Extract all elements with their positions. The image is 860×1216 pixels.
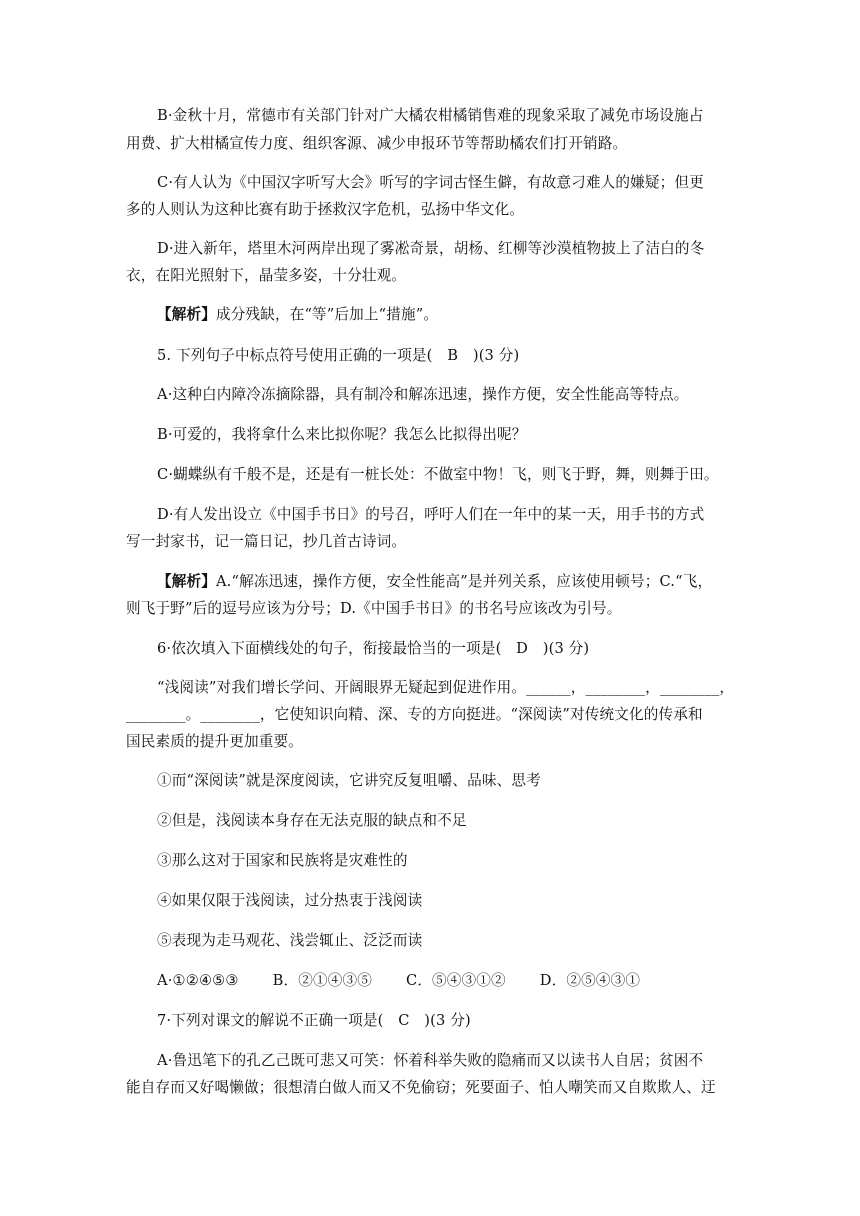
analysis-text: 成分残缺，在“等”后加上“措施”。 xyxy=(215,306,439,323)
q4-option-d-line1: D·进入新年，塔里木河两岸出现了雾凇奇景，胡杨、红柳等沙漠植物披上了洁白的冬 xyxy=(157,240,705,257)
q5-option-c: C·蝴蝶纵有千般不是，还是有一桩长处：不做室中物！飞，则飞于野，舞，则舞于田。 xyxy=(157,466,719,483)
q6-item-4: ④如果仅限于浅阅读，过分热衷于浅阅读 xyxy=(157,892,423,909)
q5-option-b: B·可爱的，我将拿什么来比拟你呢？我怎么比拟得出呢？ xyxy=(157,426,527,443)
q6-stem: 6·依次填入下面横线处的句子，衔接最恰当的一项是( D )(3 分) xyxy=(157,640,590,657)
analysis-tag: 【解析】 xyxy=(157,306,216,323)
q5-option-d-line1: D·有人发出设立《中国手书日》的号召，呼吁人们在一年中的某一天，用手书的方式 xyxy=(157,506,705,523)
q6-item-1: ①而“深阅读”就是深度阅读，它讲究反复咀嚼、品味、思考 xyxy=(157,772,541,789)
analysis-text: A.“解冻迅速，操作方便，安全性能高”是并列关系，应该使用顿号；C.“飞， xyxy=(215,573,713,590)
q6-item-3: ③那么这对于国家和民族将是灾难性的 xyxy=(157,852,408,869)
q4-option-c-line2: 多的人则认为这种比赛有助于拯救汉字危机，弘扬中华文化。 xyxy=(126,201,525,218)
q6-choices xyxy=(157,971,736,991)
q6-passage-line1: “浅阅读”对我们增长学问、开阔眼界无疑起到促进作用。______，________，________， xyxy=(157,679,735,696)
analysis-tag: 【解析】 xyxy=(157,573,216,590)
q6-passage-line3: 国民素质的提升更加重要。 xyxy=(126,733,303,750)
q6-passage-line2: ________。________，它使知识向精、深、专的方向挺进。“深阅读”对传统文化的传承和 xyxy=(126,706,703,723)
q5-option-a: A·这种白内障冷冻摘除器，具有制冷和解冻迅速，操作方便，安全性能高等特点。 xyxy=(157,386,689,403)
q7-option-a-line1: A·鲁迅笔下的孔乙己既可悲又可笑：怀着科举失败的隐痛而又以读书人自居；贫困不 xyxy=(157,1052,704,1069)
q5-analysis-line1 xyxy=(157,572,736,592)
q6-choice-a: A·①②④⑤③ xyxy=(157,972,239,989)
q4-analysis xyxy=(157,305,736,325)
q7-stem: 7·下列对课文的解说不正确一项是( C )(3 分) xyxy=(157,1012,471,1029)
q6-item-2: ②但是，浅阅读本身存在无法克服的缺点和不足 xyxy=(157,812,467,829)
q5-option-d-line2: 写一封家书，记一篇日记，抄几首古诗词。 xyxy=(126,533,407,550)
q4-option-b-line2: 用费、扩大柑橘宣传力度、组织客源、减少申报环节等帮助橘农们打开销路。 xyxy=(126,135,628,152)
q5-analysis-line2: 则飞于野”后的逗号应该为分号；D.《中国手书日》的书名号应该改为引号。 xyxy=(126,600,622,617)
q4-option-d-line2: 衣，在阳光照射下，晶莹多姿，十分壮观。 xyxy=(126,267,407,284)
q4-option-c-line1: C·有人认为《中国汉字听写大会》听写的字词古怪生僻，有故意刁难人的嫌疑；但更 xyxy=(157,174,704,191)
q6-item-5: ⑤表现为走马观花、浅尝辄止、泛泛而读 xyxy=(157,932,423,949)
q4-option-b-line1: B·金秋十月，常德市有关部门针对广大橘农柑橘销售难的现象采取了减免市场设施占 xyxy=(157,107,704,124)
q6-choice-c: C．⑤④③①② xyxy=(406,972,506,989)
q5-stem: 5. 下列句子中标点符号使用正确的一项是( B )(3 分) xyxy=(157,347,520,364)
q7-option-a-line2: 能自存而又好喝懒做；很想清白做人而又不免偷窃；死要面子、怕人嘲笑而又自欺欺人、迂 xyxy=(126,1079,716,1096)
q6-choice-b: B．②①④③⑤ xyxy=(272,972,372,989)
q6-choice-d: D．②⑤④③① xyxy=(539,972,641,989)
